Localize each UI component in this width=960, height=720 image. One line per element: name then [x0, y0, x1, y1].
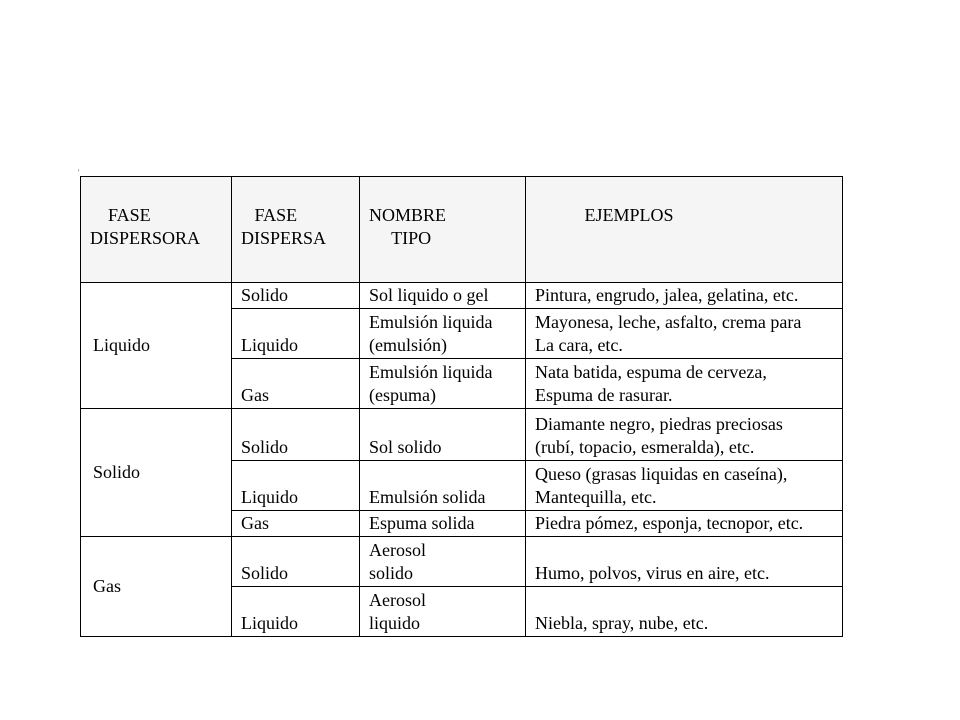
cell-ejemplos: Pintura, engrudo, jalea, gelatina, etc. [526, 283, 843, 309]
cell-ejemplos: Mayonesa, leche, asfalto, crema para La cara, etc. [526, 309, 843, 359]
table-row [81, 537, 843, 587]
cell-nombre-tipo: Aerosol solido [360, 537, 526, 587]
cell-ejemplos: Piedra pómez, esponja, tecnopor, etc. [526, 511, 843, 537]
page-mark: ' [78, 168, 80, 177]
table-row [81, 283, 843, 309]
header-nombre-tipo: NOMBRE TIPO [360, 177, 526, 283]
colloid-types-table [80, 176, 843, 637]
cell-fase-dispersa: Gas [232, 359, 360, 409]
cell-fase-dispersa: Gas [232, 511, 360, 537]
cell-fase-dispersa: Solido [232, 283, 360, 309]
header-fase-dispersora: FASE DISPERSORA [81, 177, 232, 283]
cell-fase-dispersa: Liquido [232, 461, 360, 511]
cell-fase-dispersora: Gas [81, 537, 232, 637]
cell-fase-dispersora: Liquido [81, 283, 232, 409]
cell-ejemplos: Nata batida, espuma de cerveza, Espuma de rasurar. [526, 359, 843, 409]
cell-nombre-tipo: Emulsión solida [360, 461, 526, 511]
cell-nombre-tipo: Aerosol liquido [360, 587, 526, 637]
cell-nombre-tipo: Emulsión liquida (emulsión) [360, 309, 526, 359]
cell-nombre-tipo: Sol solido [360, 409, 526, 461]
cell-ejemplos: Diamante negro, piedras preciosas (rubí, topacio, esmeralda), etc. [526, 409, 843, 461]
cell-ejemplos: Niebla, spray, nube, etc. [526, 587, 843, 637]
cell-fase-dispersa: Solido [232, 537, 360, 587]
cell-ejemplos: Queso (grasas liquidas en caseína), Mantequilla, etc. [526, 461, 843, 511]
header-ejemplos: EJEMPLOS [526, 177, 843, 283]
header-fase-dispersa: FASE DISPERSA [232, 177, 360, 283]
cell-ejemplos: Humo, polvos, virus en aire, etc. [526, 537, 843, 587]
cell-fase-dispersa: Liquido [232, 587, 360, 637]
cell-nombre-tipo: Espuma solida [360, 511, 526, 537]
cell-fase-dispersa: Liquido [232, 309, 360, 359]
table-row [81, 409, 843, 461]
cell-fase-dispersa: Solido [232, 409, 360, 461]
cell-nombre-tipo: Sol liquido o gel [360, 283, 526, 309]
table-body [81, 283, 843, 637]
cell-fase-dispersora: Solido [81, 409, 232, 537]
header-row [81, 177, 843, 283]
cell-nombre-tipo: Emulsión liquida (espuma) [360, 359, 526, 409]
